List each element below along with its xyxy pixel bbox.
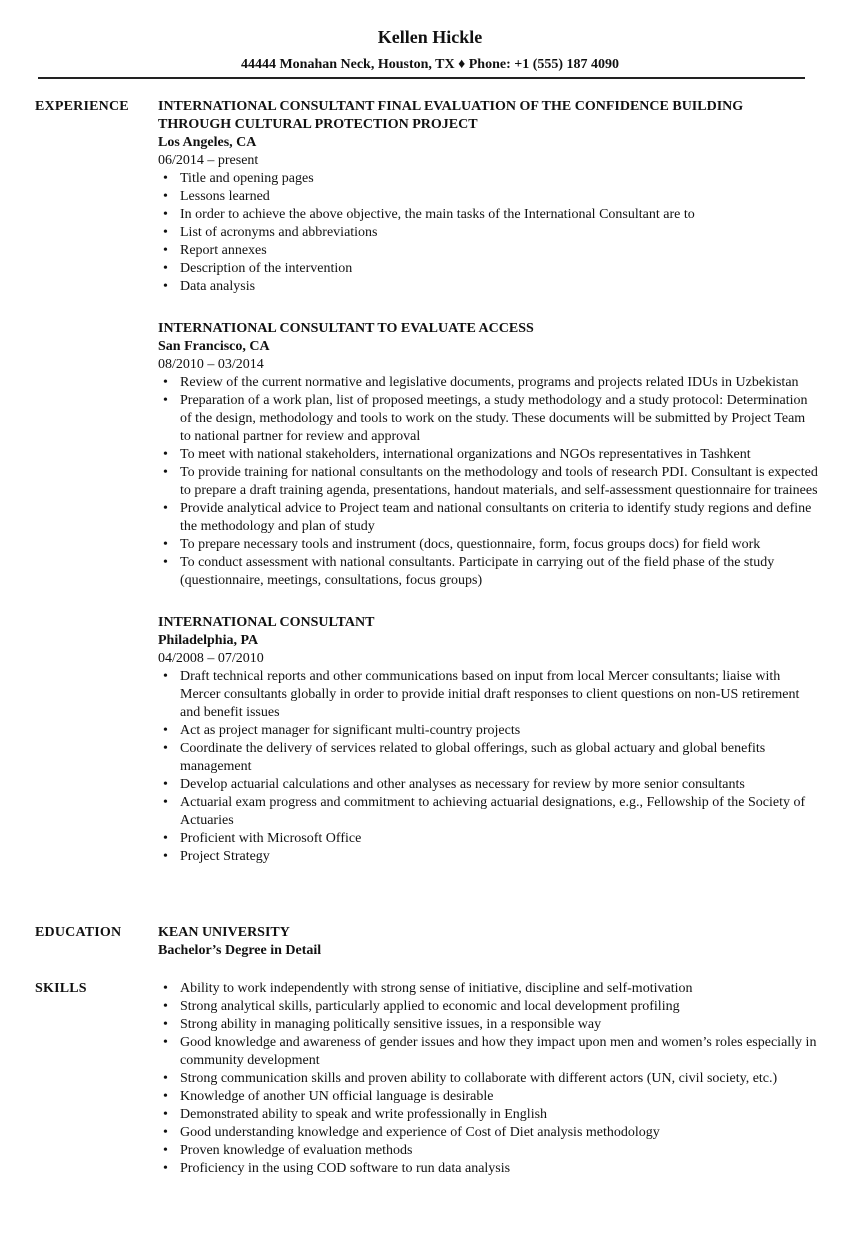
skill-item: • Proven knowledge of evaluation methods [158,1142,818,1160]
header-divider [38,77,805,79]
skill-item: • Good understanding knowledge and experience of Cost of Diet analysis methodology [158,1124,818,1142]
bullet-item: • Develop actuarial calculations and other analyses as necessary for review by more senior consultants [158,776,818,794]
bullet-item: • Project Strategy [158,848,818,866]
skill-item: • Proficiency in the using COD software to run data analysis [158,1160,818,1178]
bullet-item: • Proficient with Microsoft Office [158,830,818,848]
skill-item: • Ability to work independently with strong sense of initiative, discipline and self-motivation [158,980,818,998]
bullet-item: • In order to achieve the above objective, the main tasks of the International Consultant are to [158,206,818,224]
experience-list [158,98,818,890]
bullet-item: • Act as project manager for significant multi-country projects [158,722,818,740]
candidate-name: Kellen Hickle [377,27,483,47]
job-entry [158,320,818,590]
bullet-item: • Provide analytical advice to Project team and national consultants on criteria to identify study regions and define the methodology and plan of study [158,500,818,536]
job-bullets [158,374,818,590]
job-title: INTERNATIONAL CONSULTANT TO EVALUATE ACCESS [158,321,534,336]
job-location: Philadelphia, PA [158,633,259,648]
skill-item: • Knowledge of another UN official language is desirable [158,1088,818,1106]
job-location: Los Angeles, CA [158,135,257,150]
education-entry [158,924,818,960]
bullet-item: • Report annexes [158,242,818,260]
job-entry [158,98,818,296]
degree: Bachelor’s Degree in Detail [158,943,322,958]
bullet-item: • Title and opening pages [158,170,818,188]
resume-header [0,26,860,74]
section-heading-experience: EXPERIENCE [35,99,129,114]
bullet-item: • To meet with national stakeholders, international organizations and NGOs representatives in Tashkent [158,446,818,464]
job-title: INTERNATIONAL CONSULTANT FINAL EVALUATION OF THE CONFIDENCE BUILDING THROUGH CULTURAL PROTECTION PROJECT [158,99,744,132]
bullet-item: • List of acronyms and abbreviations [158,224,818,242]
school-name: KEAN UNIVERSITY [158,925,290,940]
job-dates: 04/2008 – 07/2010 [158,651,264,666]
bullet-item: • To prepare necessary tools and instrument (docs, questionnaire, form, focus groups docs) for field work [158,536,818,554]
section-heading-skills: SKILLS [35,981,87,996]
bullet-item: • To conduct assessment with national consultants. Participate in carrying out of the field phase of the study (questionnaire, meetings, consultations, focus groups) [158,554,818,590]
job-dates: 06/2014 – present [158,153,259,168]
job-title: INTERNATIONAL CONSULTANT [158,615,375,630]
skill-item: • Demonstrated ability to speak and write professionally in English [158,1106,818,1124]
skill-item: • Strong communication skills and proven ability to collaborate with different actors (UN, civil society, etc.) [158,1070,818,1088]
bullet-item: • Draft technical reports and other communications based on input from local Mercer consultants; liaise with Mercer consultants globally in order to provide initial draft responses to client questions on non-US retirement and benefit issues [158,668,818,722]
skill-item: • Strong ability in managing politically sensitive issues, in a responsible way [158,1016,818,1034]
job-dates: 08/2010 – 03/2014 [158,357,264,372]
skill-item: • Good knowledge and awareness of gender issues and how they impact upon men and women’s roles especially in community development [158,1034,818,1070]
job-bullets [158,170,818,296]
bullet-item: • Review of the current normative and legislative documents, programs and projects related IDUs in Uzbekistan [158,374,818,392]
bullet-item: • Description of the intervention [158,260,818,278]
job-entry [158,614,818,866]
bullet-item: • To provide training for national consultants on the methodology and tools of research PDI. Consultant is expected to prepare a draft training agenda, presentations, handout materials, and self-assessment questionnaire for trainees [158,464,818,500]
bullet-item: • Lessons learned [158,188,818,206]
skill-bullets [158,980,818,1178]
bullet-item: • Preparation of a work plan, list of proposed meetings, a study methodology and a study protocol: Determination of the design, methodology and tools to work on the study. These documents will be submitted by Project Team to national partner for review and approval [158,392,818,446]
bullet-item: • Data analysis [158,278,818,296]
contact-line: 44444 Monahan Neck, Houston, TX ♦ Phone: +1 (555) 187 4090 [240,57,620,72]
job-location: San Francisco, CA [158,339,270,354]
skills-list [158,980,818,1178]
skill-item: • Strong analytical skills, particularly applied to economic and local development profiling [158,998,818,1016]
bullet-item: • Coordinate the delivery of services related to global offerings, such as global actuary and global benefits management [158,740,818,776]
bullet-item: • Actuarial exam progress and commitment to achieving actuarial designations, e.g., Fellowship of the Society of Actuaries [158,794,818,830]
section-heading-education: EDUCATION [35,925,122,940]
job-bullets [158,668,818,866]
